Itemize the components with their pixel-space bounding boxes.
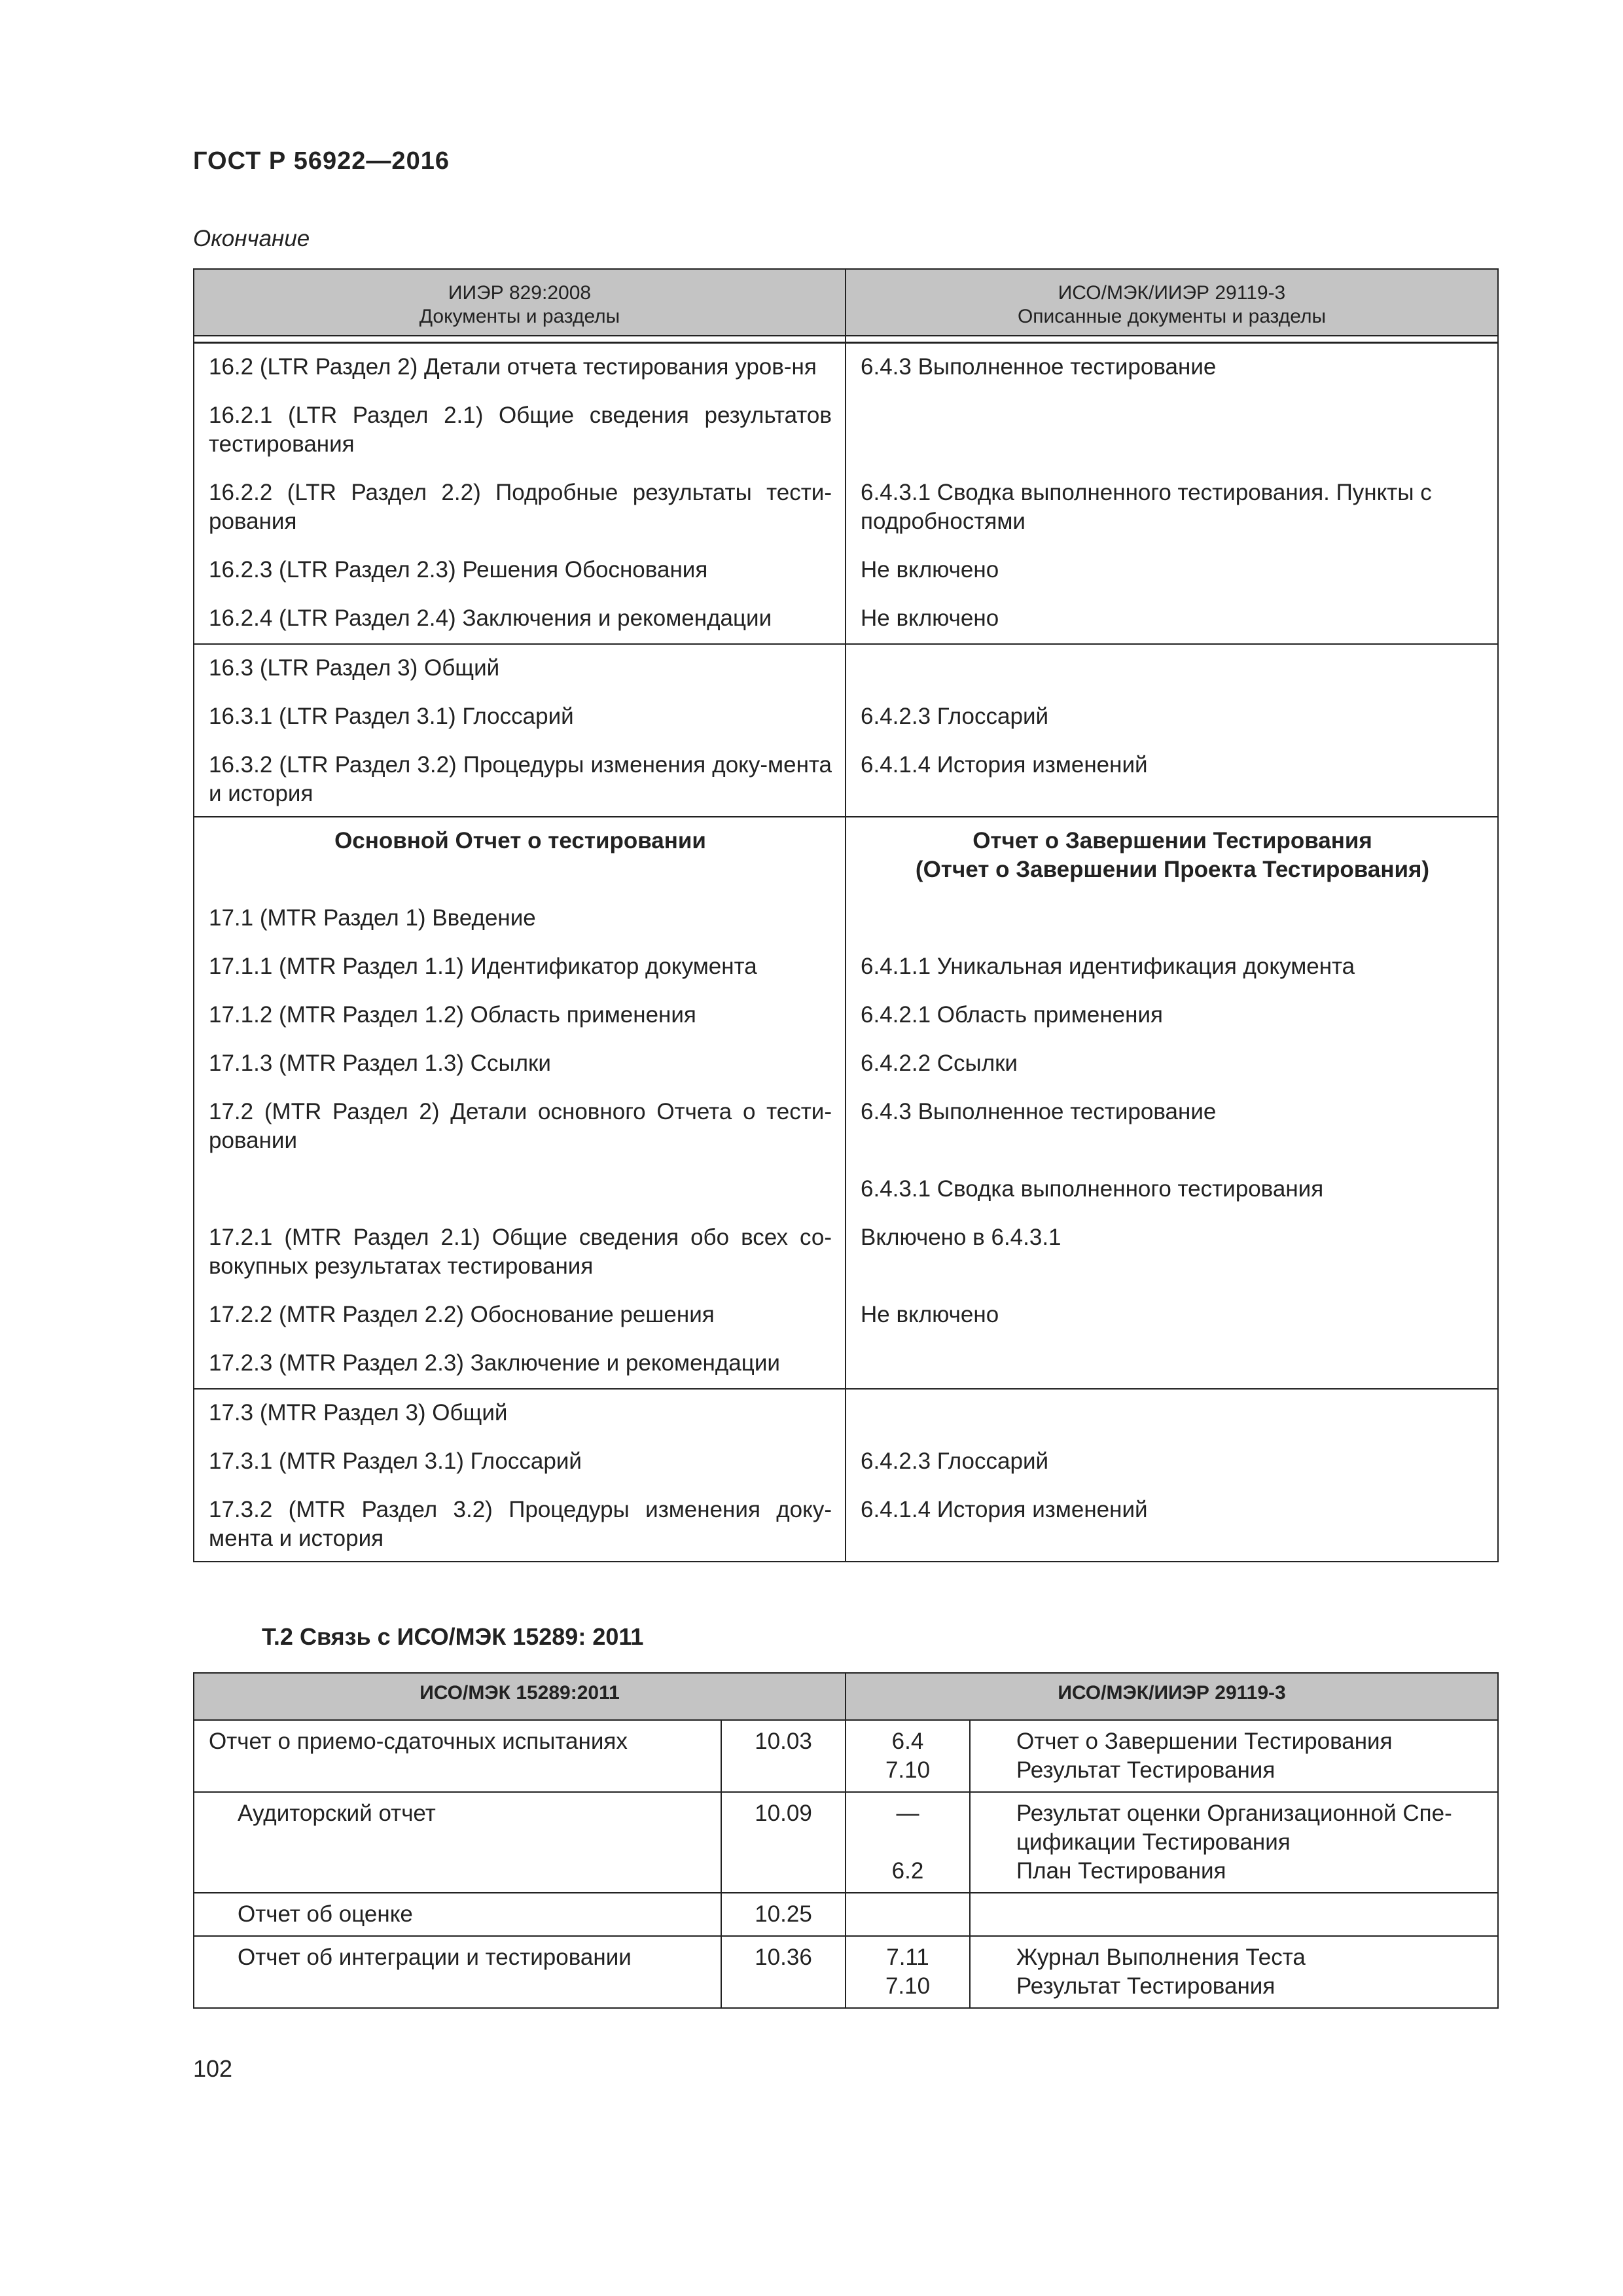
mapping-table-15289 <box>193 1672 1499 2009</box>
table-row: 17.2 (MTR Раздел 2) Детали основного Отчета о тести-ровании 6.4.3 Выполненное тестирование <box>194 1098 1498 1175</box>
col2-header: ИСО/МЭК/ИИЭР 29119-3 <box>846 1673 1498 1720</box>
table-row: 17.1.3 (MTR Раздел 1.3) Ссылки 6.4.2.2 Ссылки <box>194 1049 1498 1098</box>
table-row: 6.4.3.1 Сводка выполненного тестирования <box>194 1175 1498 1223</box>
document-id: ГОСТ Р 56922—2016 <box>193 147 450 175</box>
table-row: Аудиторский отчет 10.09 — 6.2 Результат оценки Организационной Спе- цификации Тестирования План Тестирования <box>194 1792 1498 1893</box>
col1-header: ИИЭР 829:2008 Документы и разделы <box>194 269 846 336</box>
table-row: 17.3.2 (MTR Раздел 3.2) Процедуры изменения доку-мента и история 6.4.1.4 История изменений <box>194 1496 1498 1562</box>
col2-header: ИСО/МЭК/ИИЭР 29119-3 Описанные документы и разделы <box>846 269 1498 336</box>
table-row: 16.3 (LTR Раздел 3) Общий <box>194 644 1498 702</box>
table-row: 16.2 (LTR Раздел 2) Детали отчета тестирования уров-ня 6.4.3 Выполненное тестирование <box>194 343 1498 402</box>
table-row: 17.2.1 (MTR Раздел 2.1) Общие сведения обо всех со-вокупных результатах тестирования Включено в 6.4.3.1 <box>194 1223 1498 1300</box>
col1-header: ИСО/МЭК 15289:2011 <box>194 1673 846 1720</box>
table-row: 17.1.2 (MTR Раздел 1.2) Область применения 6.4.2.1 Область применения <box>194 1001 1498 1049</box>
table-row: 17.3.1 (MTR Раздел 3.1) Глоссарий 6.4.2.3 Глоссарий <box>194 1447 1498 1496</box>
continuation-label: Окончание <box>193 226 310 251</box>
table-row: 16.3.1 (LTR Раздел 3.1) Глоссарий 6.4.2.3 Глоссарий <box>194 702 1498 751</box>
mapping-table-829 <box>193 268 1499 1562</box>
table-row: 17.2.2 (MTR Раздел 2.2) Обоснование решения Не включено <box>194 1300 1498 1349</box>
page-number: 102 <box>193 2055 233 2082</box>
table-row: Отчет об интеграции и тестировании 10.36 7.11 7.10 Журнал Выполнения Теста Результат Тестирования <box>194 1936 1498 2008</box>
table-row: Отчет об оценке 10.25 <box>194 1893 1498 1936</box>
table-row: 17.2.3 (MTR Раздел 2.3) Заключение и рекомендации <box>194 1349 1498 1389</box>
table-row: 16.2.4 (LTR Раздел 2.4) Заключения и рекомендации Не включено <box>194 604 1498 644</box>
table-section-row: Основной Отчет о тестировании Отчет о Завершении Тестирования (Отчет о Завершении Проекта Тестирования) <box>194 817 1498 904</box>
section-heading-t2: Т.2 Связь с ИСО/МЭК 15289: 2011 <box>262 1623 644 1650</box>
table-row: 17.1 (MTR Раздел 1) Введение <box>194 904 1498 952</box>
table-row: 16.3.2 (LTR Раздел 3.2) Процедуры изменения доку-мента и история 6.4.1.4 История изменений <box>194 751 1498 817</box>
table-row: Отчет о приемо-сдаточных испытаниях 10.03 6.4 7.10 Отчет о Завершении Тестирования Результат Тестирования <box>194 1720 1498 1792</box>
table-row: 16.2.3 (LTR Раздел 2.3) Решения Обоснования Не включено <box>194 556 1498 604</box>
table-row: 16.2.2 (LTR Раздел 2.2) Подробные результаты тести-рования 6.4.3.1 Сводка выполненного тестирования. Пункты с подробностями <box>194 478 1498 556</box>
table-row: 17.1.1 (MTR Раздел 1.1) Идентификатор документа 6.4.1.1 Уникальная идентификация документа <box>194 952 1498 1001</box>
table-row: 16.2.1 (LTR Раздел 2.1) Общие сведения результатов тестирования <box>194 401 1498 478</box>
table-row: 17.3 (MTR Раздел 3) Общий <box>194 1389 1498 1447</box>
